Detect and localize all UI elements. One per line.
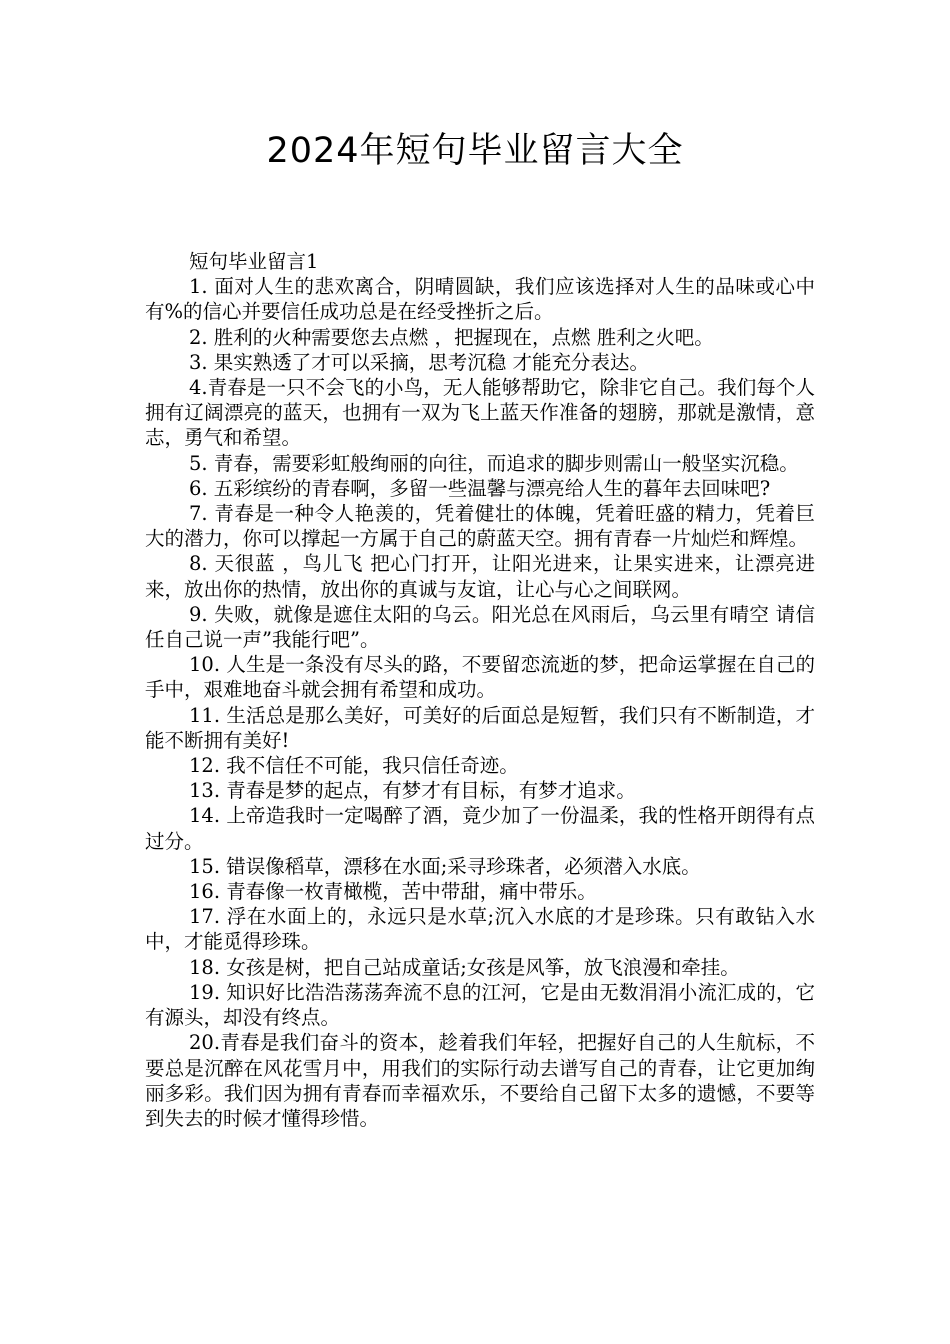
message-paragraph: 5. 青春，需要彩虹般绚丽的向往，而追求的脚步则需山一般坚实沉稳。: [189, 451, 799, 475]
message-paragraph: 9. 失败，就像是遮住太阳的乌云。阳光总在风雨后，乌云里有晴空 请信任自己说一声”我能行吧”。: [145, 602, 815, 652]
document-title: 2024年短句毕业留言大全: [266, 131, 684, 171]
message-paragraph: 19. 知识好比浩浩荡荡奔流不息的江河，它是由无数涓涓小流汇成的，它有源头，却没有终点。: [145, 980, 815, 1030]
message-paragraph: 20.青春是我们奋斗的资本，趁着我们年轻，把握好自己的人生航标，不要总是沉醉在风花雪月中，用我们的实际行动去谱写自己的青春，让它更加绚丽多彩。我们因为拥有青春而幸福欢乐，不要给自己留下太多的遗憾，不要等到失去的时候才懂得珍惜。: [145, 1031, 815, 1130]
message-paragraph: 8. 天很蓝 ，鸟儿飞 把心门打开，让阳光进来，让果实进来，让漂亮进来，放出你的热情，放出你的真诚与友谊，让心与心之间联网。: [145, 552, 815, 601]
message-paragraph: 15. 错误像稻草，漂移在水面;采寻珍珠者，必须潜入水底。: [189, 854, 701, 878]
message-paragraph: 2. 胜利的火种需要您去点燃 ，把握现在，点燃 胜利之火吧。: [189, 325, 714, 349]
message-paragraph: 10. 人生是一条没有尽头的路，不要留恋流逝的梦，把命运掌握在自己的手中，艰难地奋斗就会拥有希望和成功。: [145, 653, 815, 702]
section-heading: 短句毕业留言1: [189, 250, 319, 273]
document-body: [145, 249, 815, 1131]
message-paragraph: 3. 果实熟透了才可以采摘，思考沉稳 才能充分表达。: [189, 350, 650, 374]
message-paragraph: 17. 浮在水面上的，永远只是水草;沉入水底的才是珍珠。只有敢钻入水中，才能觅得珍珠。: [145, 905, 815, 954]
message-paragraph: 12. 我不信任不可能，我只信任奇迹。: [189, 754, 519, 778]
message-paragraph: 11. 生活总是那么美好，可美好的后面总是短暂，我们只有不断制造，才能不断拥有美好!: [145, 703, 815, 752]
message-paragraph: 1. 面对人生的悲欢离合，阴晴圆缺，我们应该选择对人生的品味或心中有%的信心并要信任成功总是在经受挫折之后。: [145, 275, 815, 324]
message-paragraph: 6. 五彩缤纷的青春啊，多留一些温馨与漂亮给人生的暮年去回味吧?: [189, 476, 771, 500]
message-paragraph: 4.青春是一只不会飞的小鸟，无人能够帮助它，除非它自己。我们每个人拥有辽阔漂亮的蓝天，也拥有一双为飞上蓝天作准备的翅膀，那就是激情，意志，勇气和希望。: [145, 376, 815, 450]
message-paragraph: 13. 青春是梦的起点，有梦才有目标，有梦才追求。: [189, 779, 636, 803]
message-paragraph: 14. 上帝造我时一定喝醉了酒，竟少加了一份温柔，我的性格开朗得有点过分。: [145, 804, 815, 853]
message-paragraph: 7. 青春是一种令人艳羡的，凭着健壮的体魄，凭着旺盛的精力，凭着巨大的潜力，你可以撑起一方属于自己的蔚蓝天空。拥有青春一片灿烂和辉煌。: [145, 502, 815, 551]
message-paragraph: 16. 青春像一枚青橄榄，苦中带甜，痛中带乐。: [189, 880, 597, 904]
message-paragraph: 18. 女孩是树，把自己站成童话;女孩是风筝，放飞浪漫和牵挂。: [189, 955, 740, 979]
